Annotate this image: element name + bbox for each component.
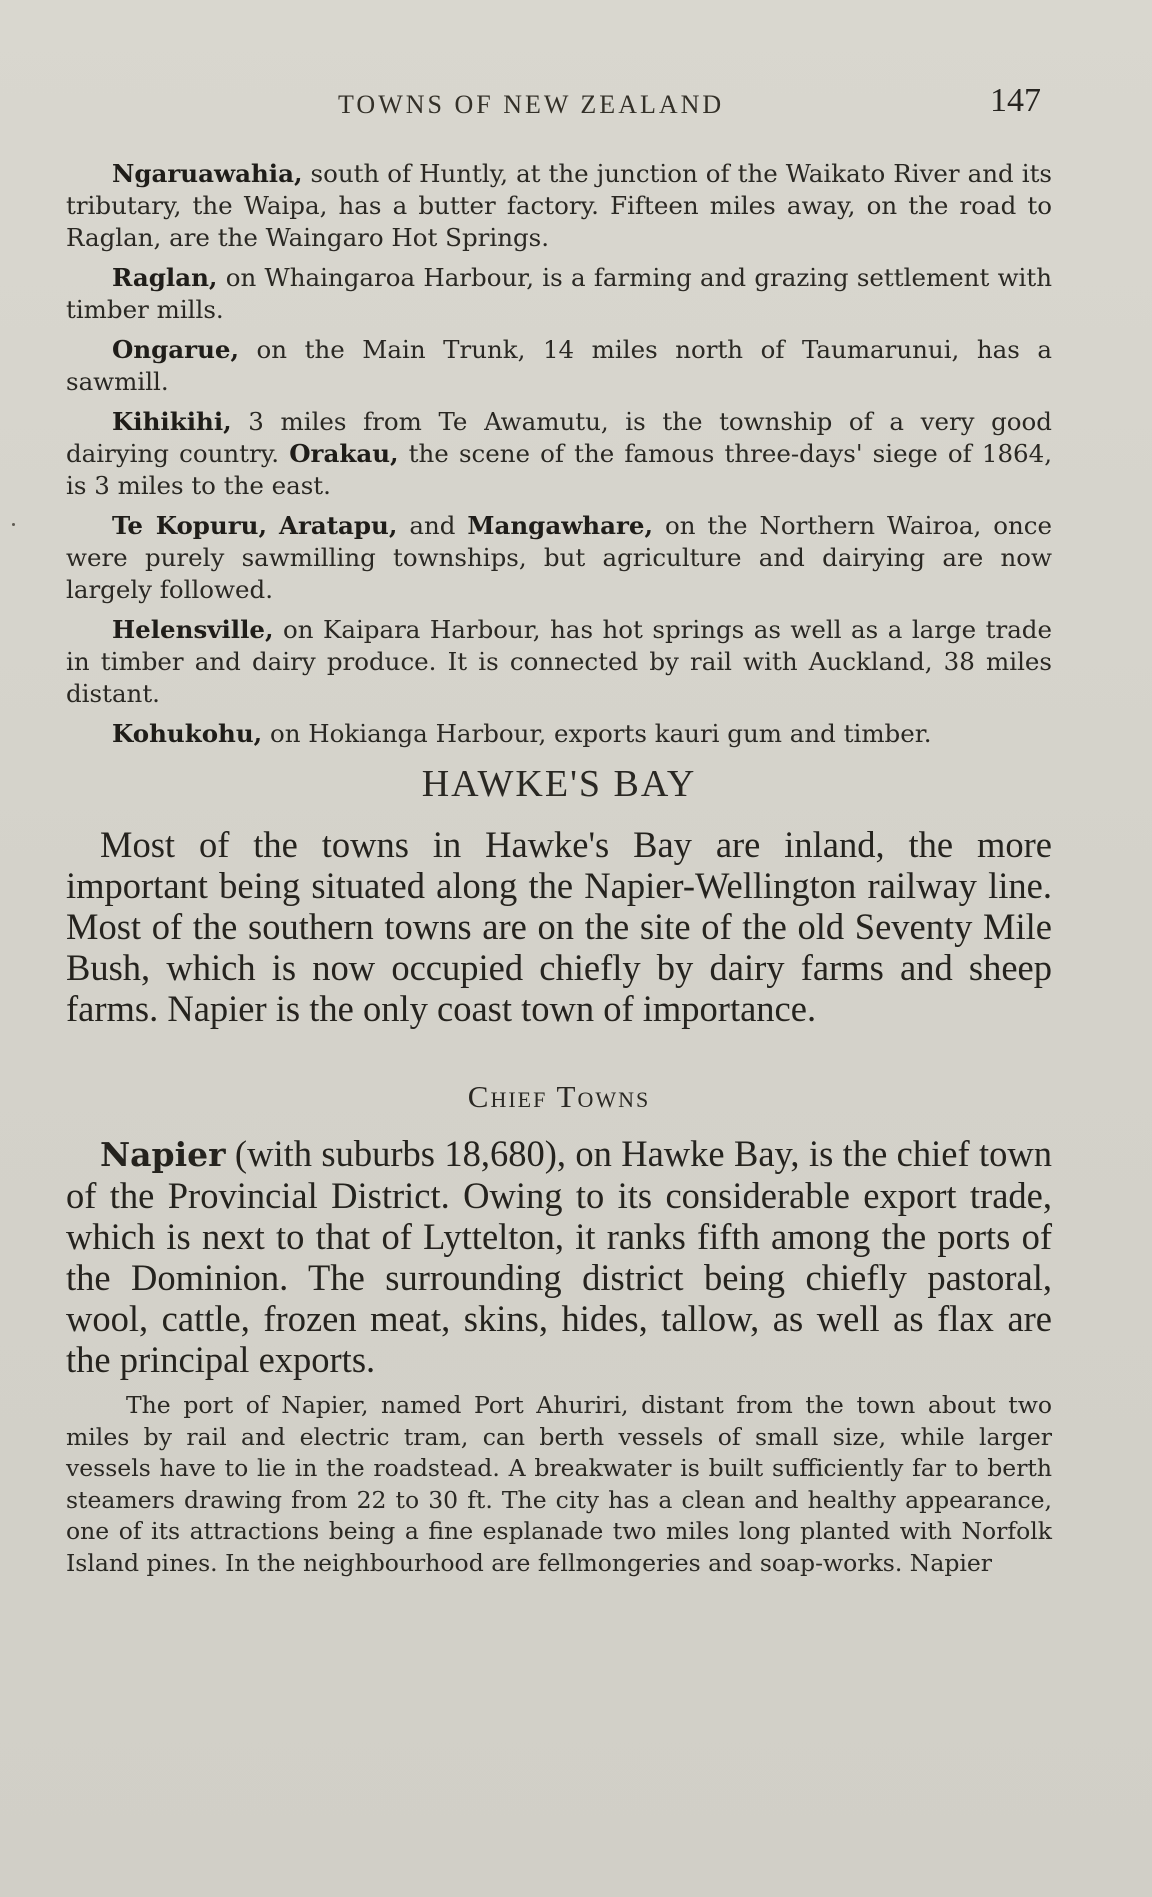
town-name: Mangawhare,: [467, 511, 653, 540]
town-name: Orakau,: [289, 439, 399, 468]
paragraph-text: on Kaipara Harbour, has hot springs as well as a large trade in timber and dairy produce. It is connected by rail with Auckland, 38 miles distant.: [66, 615, 1052, 708]
town-name: Kihikihi,: [112, 407, 232, 436]
separator: and: [397, 511, 468, 540]
town-name: Aratapu,: [278, 511, 398, 540]
town-name: Te Kopuru,: [112, 511, 267, 540]
section-heading: HAWKE'S BAY: [421, 763, 697, 805]
text-column: [66, 158, 1052, 1579]
town-name: Ongarue,: [112, 335, 239, 364]
page-header: [0, 82, 1152, 132]
town-name: Ngaruawahia,: [112, 159, 303, 188]
paragraph-text: on the Northern Wairoa, once were purely sawmilling townships, but agriculture and dairying are now largely followed.: [66, 511, 1052, 604]
subheading-chief-towns: Chief Towns: [467, 1079, 651, 1114]
paragraph-text: south of Huntly, at the junction of the Waikato River and its tributary, the Waipa, has a butter factory. Fifteen miles away, on the road to Raglan, are the Waingaro Hot Springs.: [66, 159, 1052, 252]
paragraph-raglan: [66, 262, 1052, 326]
paragraph-napier: [66, 1133, 1052, 1380]
section-intro: Most of the towns in Hawke's Bay are inland, the more important being situated along the Napier-Wellington railway line. Most of the southern towns are on the site of the old Seventy Mile Bush, which is now occupied chiefly by dairy farms and sheep farms. Napier is the only coast town of importance.: [66, 824, 1052, 1029]
paragraph-text: on Whaingaroa Harbour, is a farming and grazing settlement with timber mills.: [66, 263, 1052, 324]
paragraph-ngaruawahia: [66, 158, 1052, 254]
paragraph-text: the scene of the famous three-days' siege of 1864, is 3 miles to the east.: [66, 439, 1053, 500]
paragraph-text: on the Main Trunk, 14 miles north of Taumarunui, has a sawmill.: [66, 335, 1052, 396]
margin-speck: [12, 523, 15, 526]
paragraph-ongarue: [66, 334, 1052, 398]
page-number: 147: [990, 82, 1041, 119]
town-name: Helensville,: [112, 615, 274, 644]
paragraph-kihikihi: [66, 406, 1052, 502]
running-title: TOWNS OF NEW ZEALAND: [338, 90, 725, 119]
paragraph-text: on Hokianga Harbour, exports kauri gum and timber.: [262, 719, 932, 748]
town-name: Raglan,: [112, 263, 218, 292]
town-name: Kohukohu,: [112, 719, 263, 748]
paragraph-kohukohu: [66, 718, 1052, 750]
paragraph-text: (with suburbs 18,680), on Hawke Bay, is the chief town of the Provincial District. Owing to its considerable export trade, which is next to that of Lyttelton, it ranks fifth among the ports of the Dominion. The surrounding district being chiefly pastoral, wool, cattle, frozen meat, skins, hides, tallow, as well as flax are the principal exports.: [66, 1133, 1052, 1380]
paragraph-helensville: [66, 614, 1052, 710]
paragraph-te-kopuru: [66, 510, 1052, 606]
paragraph-text: 3 miles from Te Awamutu, is the township of a very good dairying country.: [66, 407, 1052, 468]
town-name: Napier: [100, 1135, 226, 1174]
paragraph-port-ahuriri: The port of Napier, named Port Ahuriri, distant from the town about two miles by rail and electric tram, can berth vessels of small size, while larger vessels have to lie in the roadstead. A breakwater is built sufficiently far to berth steamers drawing from 22 to 30 ft. The city has a clean and healthy appearance, one of its attractions being a fine esplanade two miles long planted with Norfolk Island pines. In the neighbourhood are fellmongeries and soap-works. Napier: [66, 1391, 1052, 1577]
separator: [267, 511, 279, 540]
